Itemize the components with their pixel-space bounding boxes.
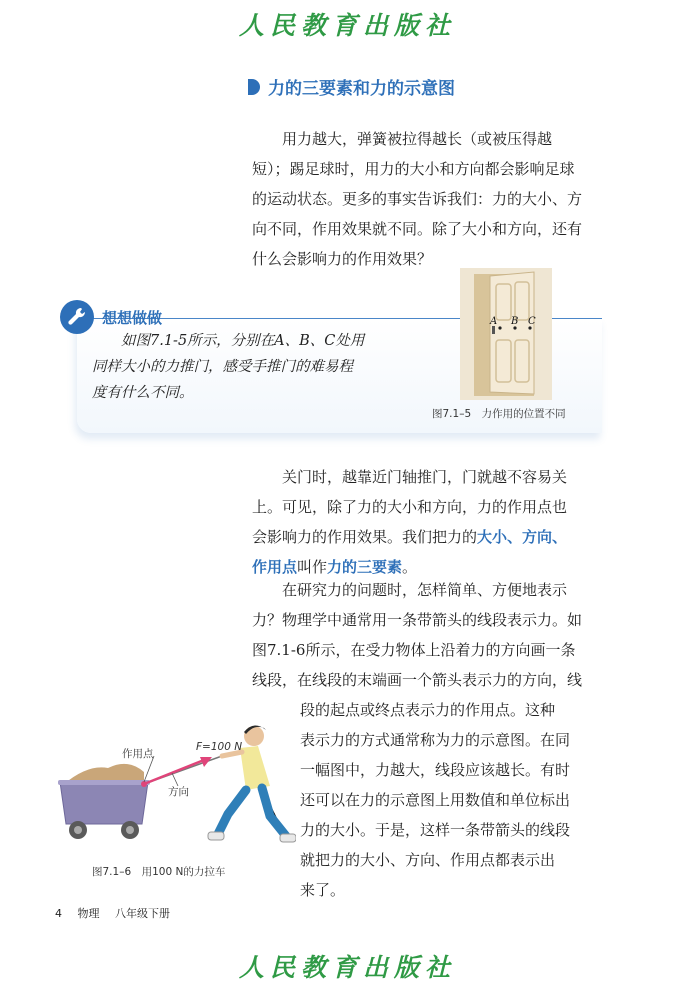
para2-line: 关门时，越靠近门轴推门，门就越不容易关 (282, 468, 568, 486)
page-footer (55, 905, 182, 921)
grade-name: 八年级下册 (115, 907, 170, 920)
section-marker-icon (248, 79, 260, 95)
figure1-caption: 图7.1–5 力作用的位置不同 (432, 408, 566, 420)
page-number: 4 (55, 907, 62, 920)
para2-text: 叫作 (297, 558, 328, 576)
para3-line: 线段，在线段的末端画一个箭头表示力的方向，线 (252, 671, 583, 689)
door-figure (460, 268, 552, 400)
paragraph-1 (252, 124, 604, 274)
para1-line: 用力越大，弹簧被拉得越长（或被压得越 (282, 130, 553, 148)
para2-text: 会影响力的作用效果。我们把力的 (252, 528, 478, 546)
para1-line: 向不同，作用效果就不同。除了大小和方向，还有 (252, 220, 583, 238)
activity-text (92, 328, 410, 406)
para3-line: 还可以在力的示意图上用数值和单位标出 (300, 791, 571, 809)
activity-line: 如图7.1-5所示，分别在A、B、C处用 (121, 333, 365, 349)
force-label: F=100 N (196, 741, 243, 753)
paragraph-3-narrow (300, 695, 604, 905)
section-title (248, 74, 455, 99)
para3-line: 图7.1-6所示，在受力物体上沿着力的方向画一条 (252, 641, 576, 659)
wrench-icon (60, 300, 94, 334)
activity-line: 度有什么不同。 (92, 385, 194, 401)
point-label: 作用点 (122, 748, 154, 760)
section-title-text: 力的三要素和力的示意图 (268, 79, 455, 99)
para1-line: 的运动状态。更多的事实告诉我们：力的大小、方 (252, 190, 583, 208)
para3-line: 就把力的大小、方向、作用点都表示出 (300, 851, 556, 869)
figure2-caption: 图7.1–6 用100 N的力拉车 (92, 866, 226, 878)
para2-line: 上。可见，除了力的大小和方向，力的作用点也 (252, 498, 568, 516)
para1-line: 短）；踢足球时，用力的大小和方向都会影响足球 (252, 160, 575, 178)
paragraph-3 (252, 575, 604, 695)
para3-line: 力的大小。于是，这样一条带箭头的线段 (300, 821, 571, 839)
subject-name: 物理 (77, 907, 100, 920)
para3-line: 力？物理学中通常用一条带箭头的线段表示力。如 (252, 611, 583, 629)
door-label-b: B (511, 316, 519, 327)
activity-line: 同样大小的力推门，感受手推门的难易程 (92, 359, 353, 375)
term-size-direction: 大小、方向、 (477, 528, 568, 546)
para3-line: 段的起点或终点表示力的作用点。这种 (300, 701, 556, 719)
publisher-footer: 人民教育出版社 (238, 953, 456, 982)
para2-text: 。 (402, 558, 418, 576)
door-label-a: A (490, 316, 498, 327)
term-point: 作用点 (252, 558, 298, 576)
direction-label: 方向 (168, 786, 189, 798)
paragraph-2 (252, 462, 604, 582)
para3-line: 表示力的方式通常称为力的示意图。在同 (300, 731, 571, 749)
para3-line: 一幅图中，力越大，线段应该越长。有时 (300, 761, 571, 779)
activity-heading-text: 想想做做 (102, 308, 163, 327)
para3-line: 在研究力的问题时，怎样简单、方便地表示 (282, 581, 568, 599)
publisher-header: 人民教育出版社 (238, 11, 456, 40)
para1-line: 什么会影响力的作用效果？ (252, 250, 433, 268)
term-three-elements: 力的三要素 (327, 558, 403, 576)
door-label-c: C (528, 316, 536, 327)
para2-line (252, 522, 604, 552)
para3-line: 来了。 (300, 881, 346, 899)
